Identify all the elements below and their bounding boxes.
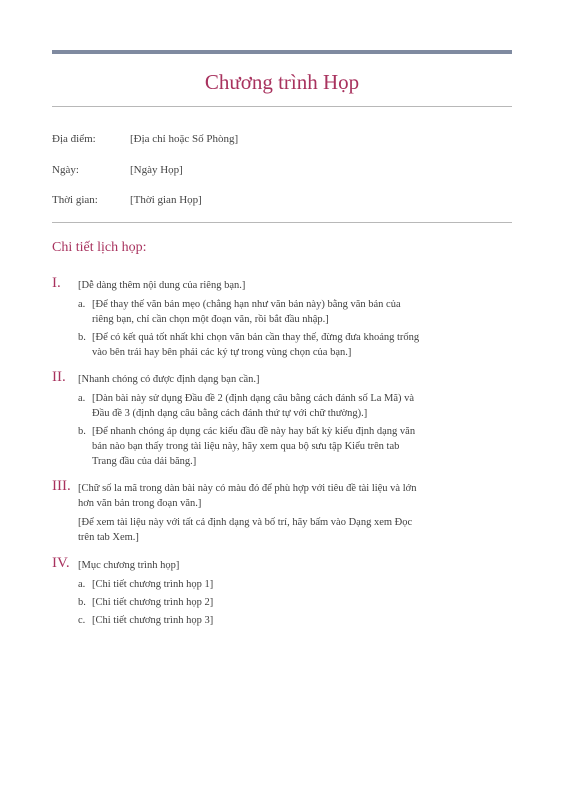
sub-marker: b. [78, 332, 86, 343]
sub-item-text: [Để thay thế văn bản mẹo (chẳng hạn như văn bản này) bằng văn bản của riêng bạn, chỉ cần chọn một đoạn văn, rồi bắt đầu nhập.] [92, 299, 401, 325]
time-label: Thời gian: [52, 194, 98, 206]
document-title: Chương trình Họp [204, 70, 360, 94]
roman-numeral: I. [52, 275, 61, 291]
details-heading: Chi tiết lịch họp: [52, 240, 147, 255]
roman-numeral: IV. [52, 555, 70, 571]
sub-item-text: [Để nhanh chóng áp dụng các kiểu đầu đề này hay bất kỳ kiểu định dạng văn bản nào bạn thấy trong tài liệu này, hãy xem qua bộ sưu tập Kiểu trên tab Trang đầu của dải băng.] [92, 426, 416, 467]
sub-list [78, 391, 422, 469]
agenda-item-text: [Mục chương trình họp] [78, 560, 180, 571]
date-label: Ngày: [52, 164, 79, 176]
agenda-item-3 [52, 478, 422, 545]
agenda-item-4 [52, 555, 422, 631]
location-value: [Địa chỉ hoặc Số Phòng] [130, 133, 239, 145]
sub-item [78, 424, 422, 469]
date-value: [Ngày Họp] [130, 164, 183, 176]
sub-item-text: [Chi tiết chương trình họp 2] [92, 597, 214, 608]
sub-marker: a. [78, 299, 86, 310]
sub-item-text: [Để có kết quả tốt nhất khi chọn văn bản cần thay thế, đừng đưa khoảng trống vào bên trái hay bên phải các ký tự trong vùng chọn của bạn.] [92, 332, 420, 358]
sub-item-text: [Dàn bài này sử dụng Đầu đề 2 (định dạng câu bằng cách đánh số La Mã) và Đầu đề 3 (định dạng câu bằng cách đánh thứ tự với chữ thường).] [92, 393, 415, 419]
info-divider [52, 222, 512, 223]
roman-numeral: II. [52, 369, 66, 385]
sub-item [78, 297, 422, 327]
sub-item [78, 613, 422, 628]
agenda-item-2 [52, 369, 422, 472]
sub-marker: a. [78, 579, 86, 590]
sub-item [78, 577, 422, 592]
agenda-item-1 [52, 275, 422, 363]
sub-list [78, 577, 422, 628]
sub-list [78, 297, 422, 360]
sub-item [78, 330, 422, 360]
roman-numeral: III. [52, 478, 71, 494]
sub-item-text: [Chi tiết chương trình họp 1] [92, 579, 214, 590]
agenda-item-note: [Để xem tài liệu này với tất cả định dạng và bố trí, hãy bấm vào Dạng xem Đọc trên tab Xem.] [78, 517, 413, 543]
sub-item-text: [Chi tiết chương trình họp 3] [92, 615, 214, 626]
sub-marker: a. [78, 393, 86, 404]
sub-marker: b. [78, 426, 86, 437]
time-value: [Thời gian Họp] [130, 194, 202, 206]
top-rule [52, 50, 512, 54]
sub-marker: b. [78, 597, 86, 608]
agenda-item-text: [Nhanh chóng có được định dạng bạn cần.] [78, 374, 260, 385]
agenda-item-text: [Dễ dàng thêm nội dung của riêng bạn.] [78, 280, 246, 291]
sub-item [78, 595, 422, 610]
title-divider [52, 106, 512, 107]
agenda-item-text: [Chữ số la mã trong dàn bài này có màu đỏ để phù hợp với tiêu đề tài liệu và lớn hơn văn bản trong đoạn văn.] [78, 483, 417, 509]
sub-item [78, 391, 422, 421]
location-label: Địa điểm: [52, 133, 96, 145]
sub-marker: c. [78, 615, 86, 626]
